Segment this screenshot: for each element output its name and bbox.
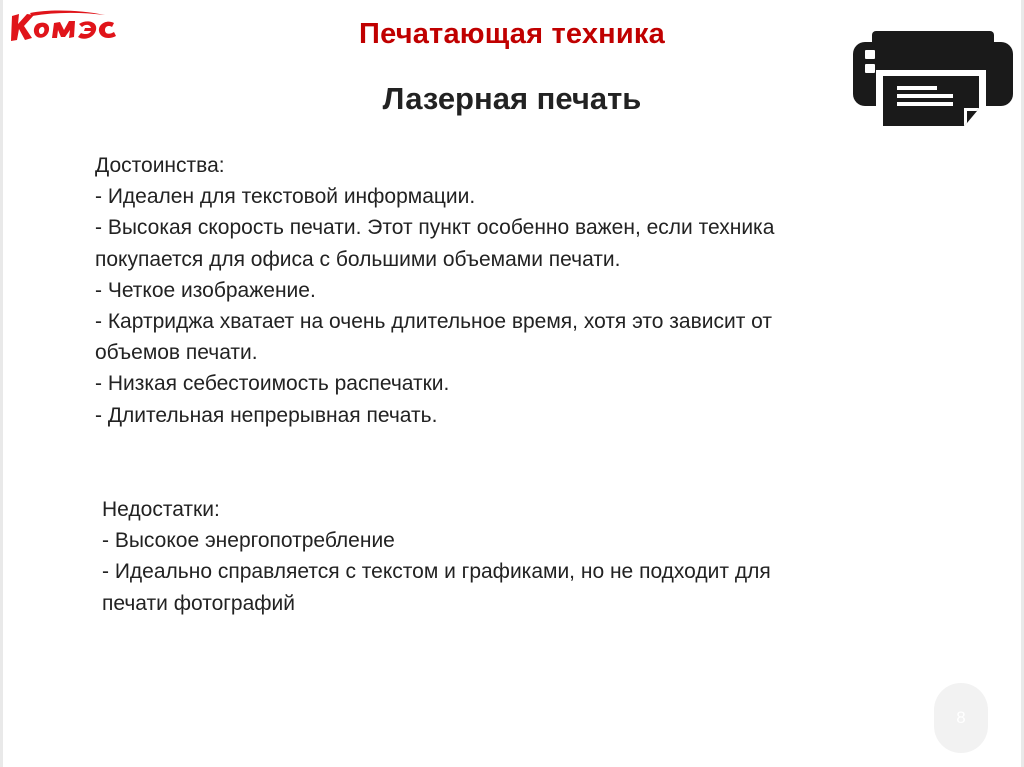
advantage-item: - Идеален для текстовой информации. (95, 185, 476, 209)
disadvantages-heading: Недостатки: (102, 498, 220, 521)
advantage-item-continuation: объемов печати. (95, 341, 258, 365)
section-subtitle: Лазерная печать (382, 81, 642, 116)
page-title: Печатающая техника (359, 18, 665, 50)
printer-icon (850, 28, 1016, 136)
advantage-item: - Высокая скорость печати. Этот пункт особенно важен, если техника (95, 216, 775, 240)
advantage-item: - Четкое изображение. (95, 278, 316, 302)
disadvantage-item: - Идеально справляется с текстом и графиками, но не подходит для (102, 560, 771, 584)
advantage-item-continuation: покупается для офиса с большими объемами печати. (95, 247, 621, 271)
advantage-item: - Длительная непрерывная печать. (95, 403, 438, 427)
advantages-heading: Достоинства: (95, 154, 225, 177)
advantage-item: - Картриджа хватает на очень длительное время, хотя это зависит от (95, 309, 773, 333)
disadvantage-item: - Высокое энергопотребление (102, 529, 395, 553)
disadvantage-item-continuation: печати фотографий (102, 591, 296, 615)
page-number: 8 (956, 708, 966, 727)
disadvantages-block (102, 494, 771, 619)
advantage-item: - Низкая себестоимость распечатки. (95, 372, 450, 396)
page-number-badge (934, 683, 988, 753)
advantages-block (95, 150, 774, 431)
